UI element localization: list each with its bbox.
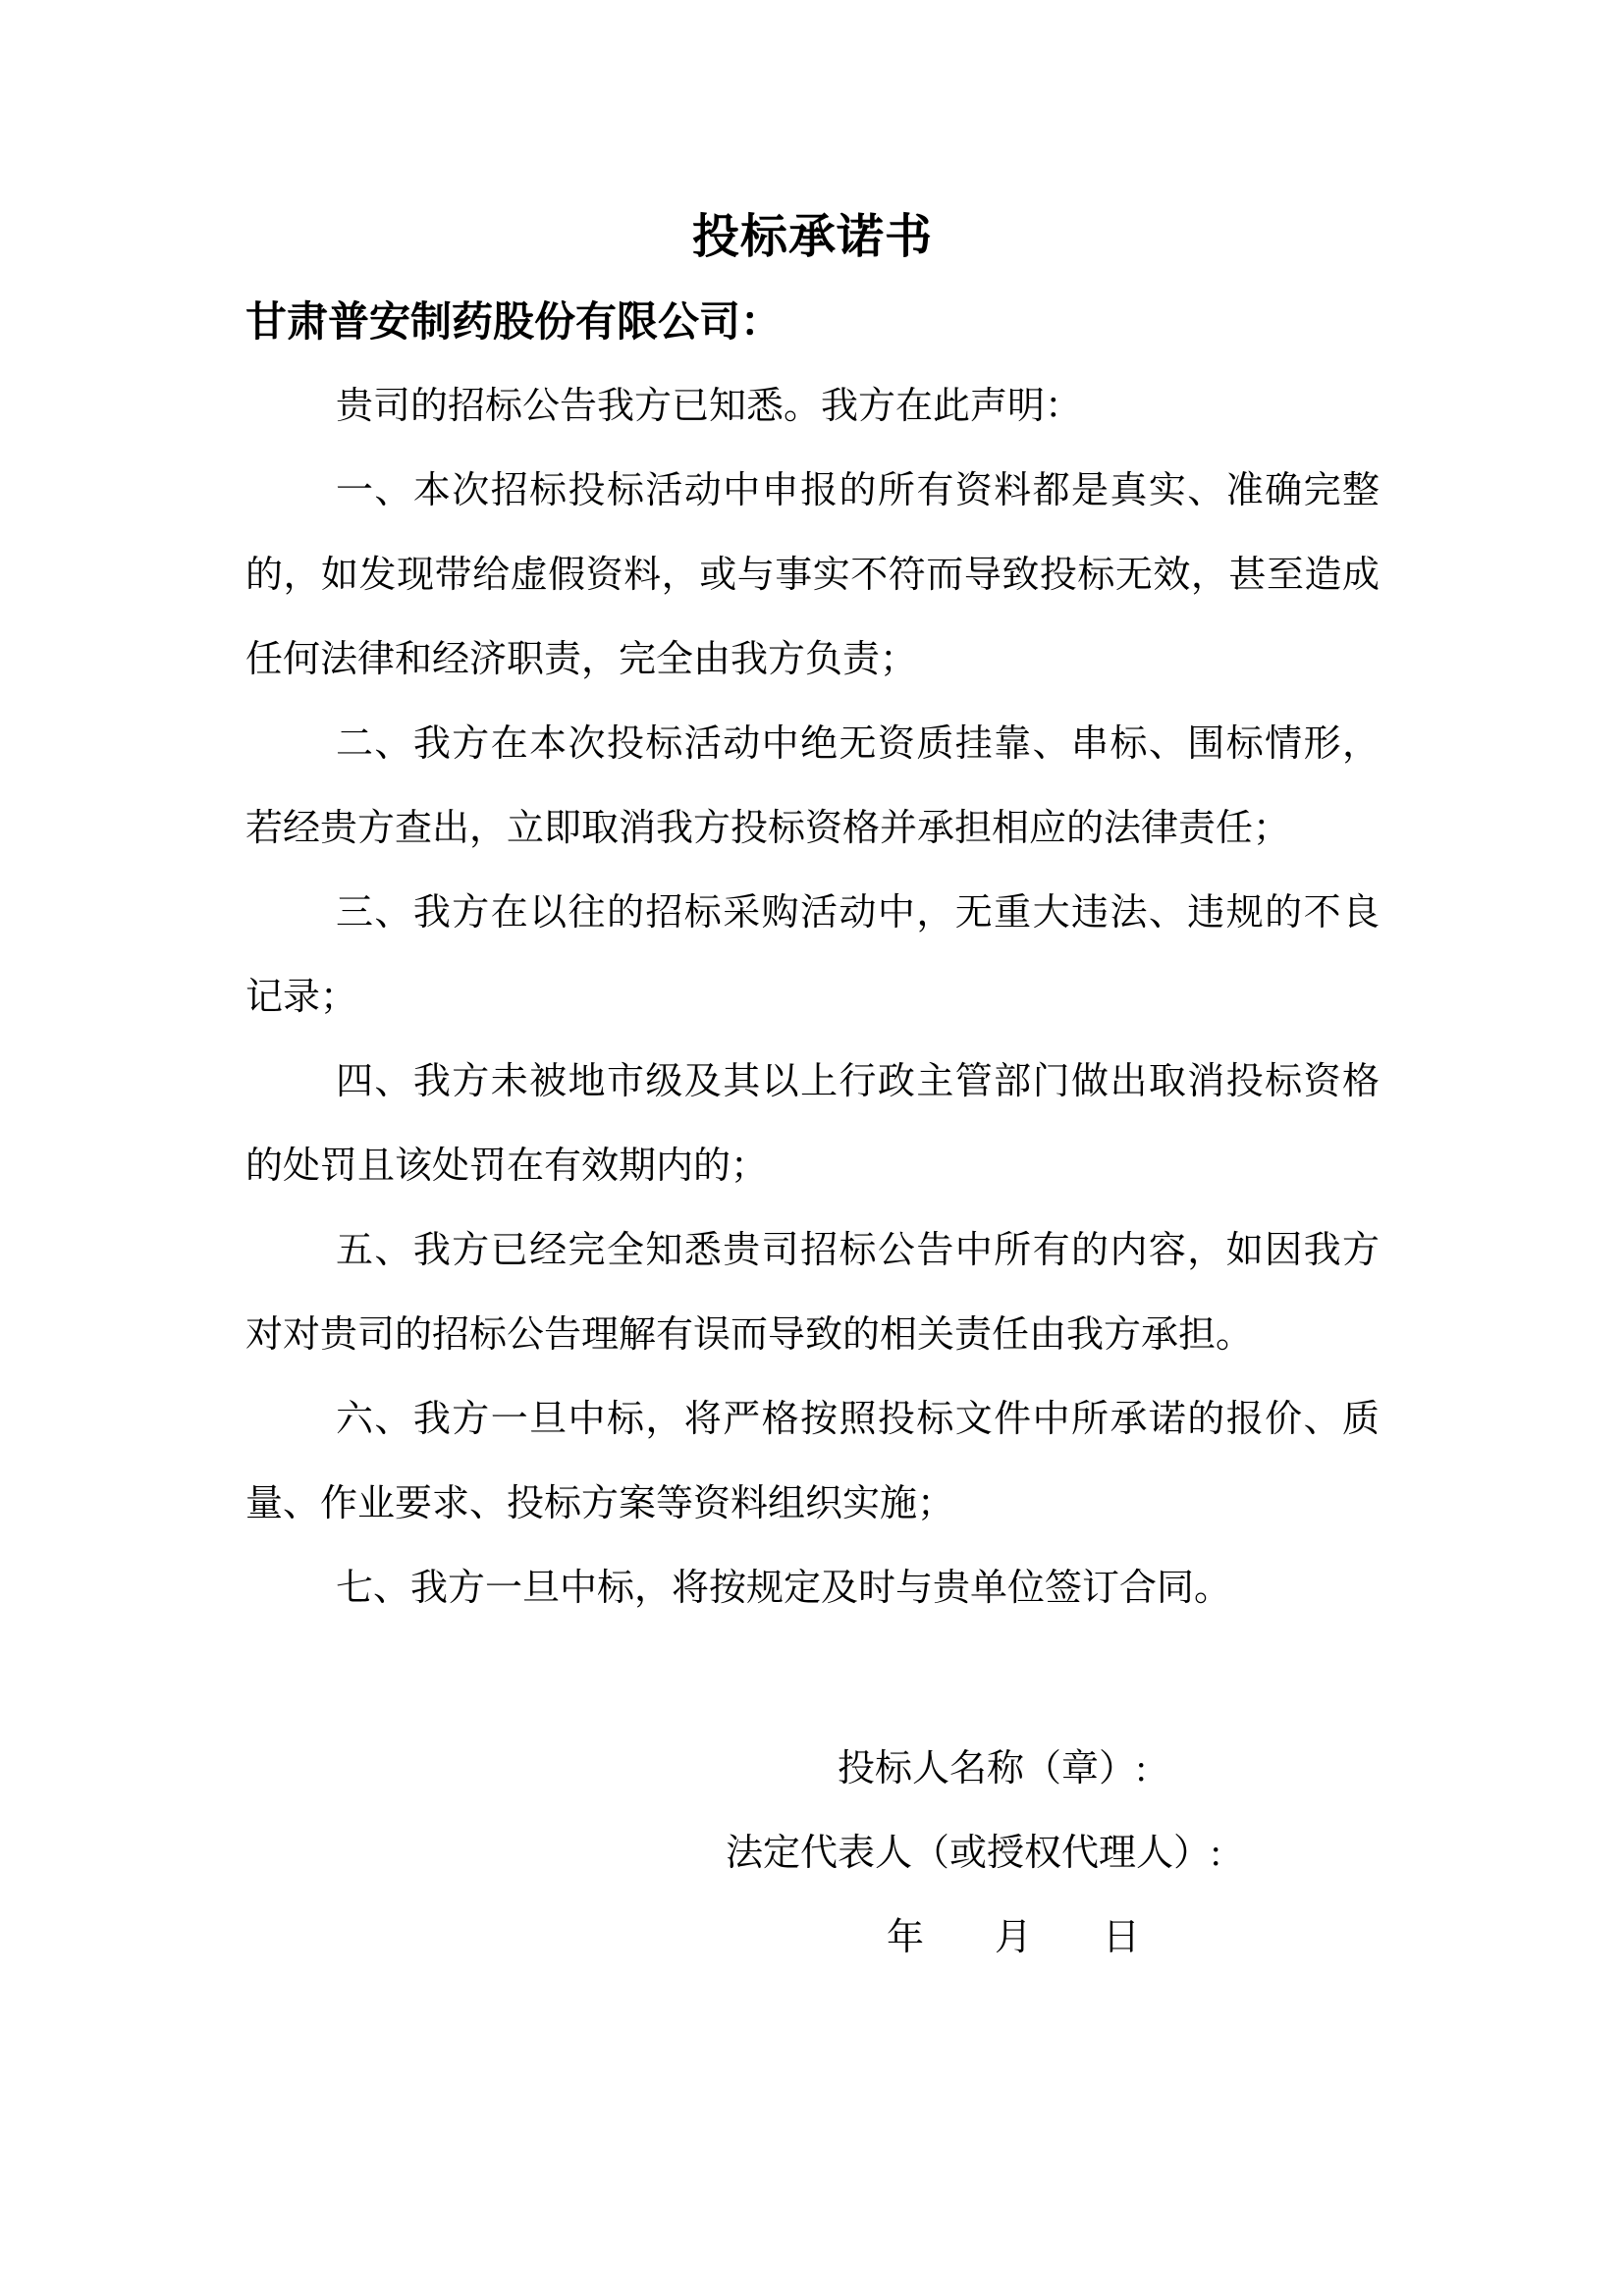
body-line-3: 的，如发现带给虚假资料，或与事实不符而导致投标无效，甚至造成 [245, 555, 1380, 596]
body-line-6: 若经贵方查出，立即取消我方投标资格并承担相应的法律责任； [245, 808, 1291, 849]
signature-legal-rep-label: 法定代表人（或授权代理人）: [726, 1833, 1221, 1874]
document-content [245, 0, 1380, 1980]
signature-date-day-label: 日 [1103, 1917, 1141, 1958]
recipient-name: 甘肃普安制药股份有限公司： [245, 298, 783, 345]
document-title: 投标承诺书 [691, 211, 933, 263]
signature-bidder-name-label: 投标人名称（章）: [838, 1748, 1147, 1789]
body-line-4: 任何法律和经济职责，完全由我方负责； [245, 639, 918, 680]
body-line-1: 贵司的招标公告我方已知悉。我方在此声明： [336, 386, 1083, 427]
body-line-7: 三、我方在以往的招标采购活动中，无重大违法、违规的不良 [336, 892, 1380, 934]
document-body [245, 364, 1380, 1630]
body-line-2: 一、本次招标投标活动中申报的所有资料都是真实、准确完整 [336, 470, 1380, 511]
body-line-11: 五、我方已经完全知悉贵司招标公告中所有的内容，如因我方 [336, 1230, 1380, 1271]
body-line-5: 二、我方在本次投标活动中绝无资质挂靠、串标、围标情形， [336, 723, 1380, 765]
spacer [245, 1630, 1380, 1727]
body-line-14: 量、作业要求、投标方案等资料组织实施； [245, 1483, 955, 1524]
body-line-12: 对对贵司的招标公告理解有误而导致的相关责任由我方承担。 [245, 1314, 1254, 1356]
body-line-9: 四、我方未被地市级及其以上行政主管部门做出取消投标资格 [336, 1061, 1380, 1102]
body-line-15: 七、我方一旦中标，将按规定及时与贵单位签订合同。 [336, 1568, 1232, 1609]
body-line-10: 的处罚且该处罚在有效期内的； [245, 1146, 769, 1187]
body-line-13: 六、我方一旦中标，将严格按照投标文件中所承诺的报价、质 [336, 1399, 1380, 1440]
signature-date-line [887, 1896, 1380, 1980]
signature-date-month-label: 月 [995, 1917, 1033, 1958]
body-line-8: 记录； [245, 977, 358, 1018]
signature-date-year-label: 年 [887, 1917, 925, 1958]
